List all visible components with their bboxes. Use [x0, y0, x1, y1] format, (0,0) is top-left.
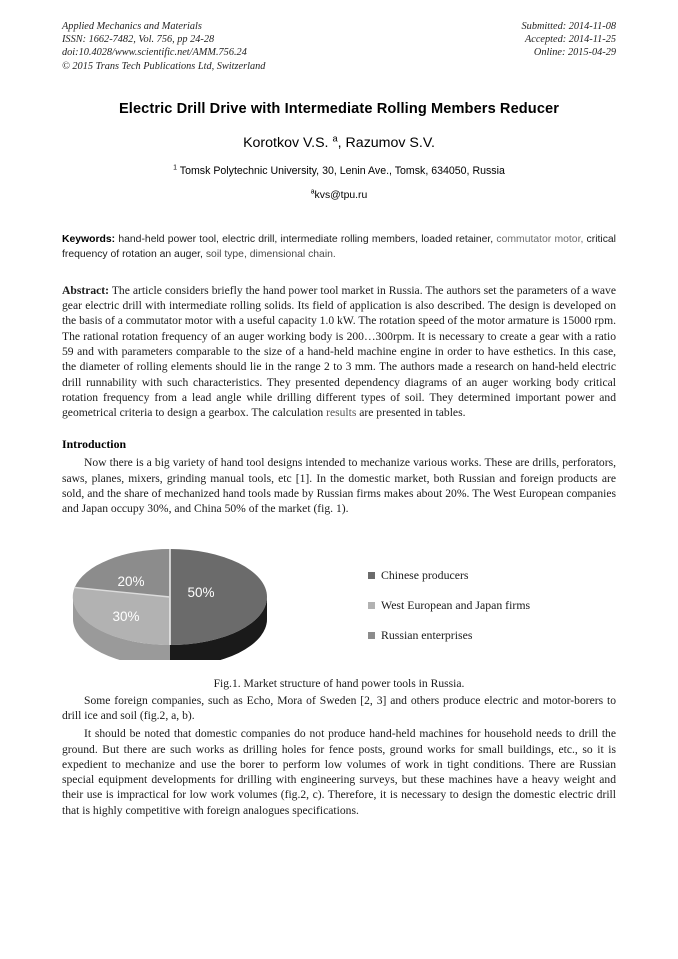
journal-issn-volume: ISSN: 1662-7482, Vol. 756, pp 24-28	[62, 34, 215, 46]
journal-name: Applied Mechanics and Materials	[62, 21, 202, 32]
body-paragraph-2: Some foreign companies, such as Echo, Mora of Sweden [2, 3] and others produce electric and motor-borers to drill ice and soil (fig.2, a, b).	[62, 693, 616, 722]
pie-label-20: 20%	[117, 573, 145, 589]
journal-header-left	[62, 20, 265, 73]
page-title: Electric Drill Drive with Intermediate Rolling Members Reducer	[118, 100, 560, 117]
corresponding-email	[62, 190, 616, 201]
legend-swatch-icon-chinese-producers	[368, 572, 375, 579]
affiliation-text: Tomsk Polytechnic University, 30, Lenin Ave., Tomsk, 634050, Russia	[177, 164, 505, 177]
email-marker: a	[310, 188, 315, 196]
journal-copyright: © 2015 Trans Tech Publications Ltd, Switzerland	[62, 60, 266, 72]
abstract-block	[62, 283, 616, 421]
legend-item-chinese-producers	[368, 561, 616, 591]
journal-header-right	[522, 20, 616, 60]
author-affiliation-marker: a	[332, 133, 338, 144]
figure-1	[62, 535, 616, 675]
legend-swatch-icon-russian-enterprises	[368, 632, 375, 639]
legend-swatch-icon-west-european-japan	[368, 602, 375, 609]
abstract-text-b: results	[326, 406, 357, 420]
journal-doi: doi:10.4028/www.scientific.net/AMM.756.24	[62, 47, 247, 59]
introduction-paragraph-1: Now there is a big variety of hand tool designs intended to mechanize various works. These are drills, perforators, saws, planes, mixers, grinding manual tools, etc [1]. In the domestic market, both Russian and foreign products are sold, and the share of mechanized hand tools made by Russian firms makes about 20%. The West European companies and Japan occupy 30%, and China 50% of the market (fig. 1).	[62, 456, 616, 516]
legend-label-chinese-producers: Chinese producers	[381, 568, 469, 583]
legend-label-russian-enterprises: Russian enterprises	[381, 628, 473, 643]
legend-item-russian-enterprises	[368, 621, 616, 651]
abstract-label: Abstract:	[62, 283, 110, 297]
page-content	[62, 20, 616, 818]
online-date: Online: 2015-04-29	[533, 47, 616, 59]
author-second: , Razumov S.V.	[337, 134, 435, 151]
author-first: Korotkov V.S.	[243, 134, 333, 151]
keywords-line-2a: commutator motor,	[496, 233, 584, 245]
keywords-line-1: hand-held power tool, electric drill, intermediate rolling members, loaded retainer,	[118, 233, 494, 245]
pie-chart	[70, 535, 270, 660]
keywords-label: Keywords:	[62, 233, 116, 245]
legend-label-west-european-japan: West European and Japan firms	[381, 598, 531, 613]
journal-header	[62, 20, 616, 73]
pie-chart-svg	[70, 535, 270, 660]
email-address[interactable]: kvs@tpu.ru	[314, 189, 368, 201]
accepted-date: Accepted: 2014-11-25	[524, 34, 616, 46]
abstract-text-a: The article considers briefly the hand power tool market in Russia. The authors set the parameters of a wave gear electric drill with intermediate rolling solids. Its field of application is also described. The design is developed on the basis of a commutator motor with a useful capacity 1.0 kW. The rotation speed of the motor armature is 15000 rpm. The rational rotation frequency of an auger working body is 200…300rpm. It is necessary to create a gear with a ratio 59 and with parameters comparable to the size of a hand-held machine engine in order to have esthetics. In this case, the diameter of rolling elements should lie in the range 2 to 3 mm. The authors made a research on hand-held electric drill runnability with such characteristics. They presented dependency diagrams of an auger working body critical rotation frequency from a lead angle while drilling different types of soil. They determined important power and geometrical criteria to design a gearbox. The calculation	[62, 283, 616, 420]
figure-1-caption: Fig.1. Market structure of hand power tools in Russia.	[213, 676, 465, 690]
author-list	[62, 135, 616, 151]
pie-chart-legend	[368, 561, 616, 651]
keywords-block	[62, 232, 616, 263]
keywords-line-2b: critical frequency of rotation an auger,	[62, 233, 616, 261]
section-heading-introduction: Introduction	[62, 437, 127, 452]
submitted-date: Submitted: 2014-11-08	[521, 21, 616, 32]
pie-label-30: 30%	[112, 608, 140, 624]
abstract-text-c: are presented in tables.	[356, 406, 466, 420]
affiliation	[62, 165, 616, 177]
body-paragraph-3: It should be noted that domestic companies do not produce hand-held machines for household needs to drill the ground. But there are such works as drilling holes for fence posts, ground works for small buildings, etc., so it is expedient to mechanize and use the borer to perform low volumes of work in tight conditions. There are Russian special equipment developments for drilling with engineering surveys, but these machines have a heavy weight and their use is impractical for low work volumes (fig.2, c). Therefore, it is necessary to design the domestic electric drill that is highly competitive with foreign analogues specifications.	[62, 727, 616, 817]
affiliation-number-marker: 1	[173, 164, 178, 172]
pie-label-50: 50%	[187, 584, 215, 600]
legend-item-west-european-japan	[368, 591, 616, 621]
keywords-line-2c: soil type, dimensional chain.	[202, 249, 336, 261]
